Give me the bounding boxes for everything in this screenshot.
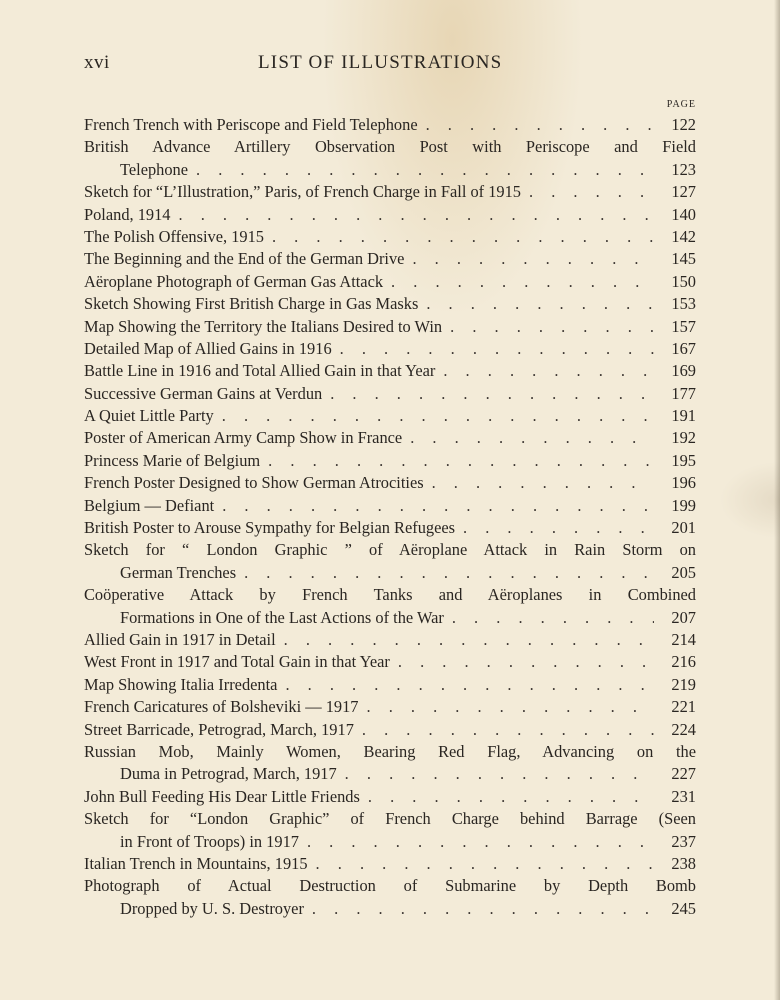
- page-number: 231: [671, 786, 696, 806]
- entry-line: [84, 383, 696, 405]
- dot-leader: [236, 562, 654, 584]
- list-item: [84, 696, 696, 718]
- dot-leader: [322, 383, 654, 405]
- entry-line: [84, 719, 696, 741]
- illustration-title: Detailed Map of Allied Gains in 1916: [84, 338, 332, 358]
- illustration-title: Map Showing the Territory the Italians Desired to Win: [84, 316, 443, 336]
- entry-line: [84, 808, 696, 830]
- page-number: 122: [671, 115, 696, 134]
- dot-leader: [171, 204, 654, 226]
- list-item: [84, 248, 696, 270]
- illustration-title: Dropped by U. S. Destroyer: [120, 898, 304, 918]
- page-number: 245: [671, 898, 696, 918]
- illustration-title: Successive German Gains at Verdun: [84, 383, 323, 403]
- entry-line: [84, 674, 696, 696]
- page-number: 167: [671, 338, 696, 358]
- page-number: 196: [671, 473, 696, 493]
- dot-leader: [337, 763, 654, 785]
- illustration-title: French Caricatures of Bolsheviki — 1917: [84, 697, 359, 717]
- illustration-title: French Poster Designed to Show German Atrocities: [84, 473, 424, 493]
- page-number: 219: [671, 674, 696, 694]
- dot-leader: [383, 271, 654, 293]
- page-number: 227: [671, 764, 696, 784]
- dot-leader: [214, 495, 654, 517]
- dot-leader: [308, 853, 654, 875]
- dot-leader: [404, 248, 654, 270]
- list-item: [84, 651, 696, 673]
- list-item: [84, 786, 696, 808]
- dot-leader: [359, 696, 655, 718]
- dot-leader: [188, 159, 654, 181]
- illustration-title: Telephone: [120, 159, 189, 179]
- illustrations-list: [84, 114, 696, 920]
- list-item: [84, 472, 696, 494]
- dot-leader: [304, 898, 654, 920]
- page-number: 142: [671, 226, 696, 246]
- entry-line: [84, 248, 696, 270]
- illustration-title: Sketch for “London Graphic” of French Charge behind Barrage (Seen: [84, 809, 696, 829]
- illustration-title: in Front of Troops) in 1917: [120, 831, 299, 851]
- illustration-title: Belgium — Defiant: [84, 495, 215, 515]
- list-item: [84, 741, 696, 786]
- list-item: [84, 383, 696, 405]
- dot-leader: [299, 831, 654, 853]
- illustration-title: German Trenches: [120, 562, 237, 582]
- page-number: 140: [671, 204, 696, 224]
- page-edge-shadow: [774, 0, 780, 1000]
- entry-line: [84, 875, 696, 897]
- entry-line: [84, 338, 696, 360]
- illustration-title: Princess Marie of Belgium: [84, 450, 261, 470]
- illustration-title: West Front in 1917 and Total Gain in that Year: [84, 652, 390, 672]
- dot-leader: [521, 181, 654, 203]
- entry-line: [84, 450, 696, 472]
- dot-leader: [455, 517, 654, 539]
- page-number: 157: [671, 316, 696, 336]
- entry-line: [84, 763, 696, 785]
- page-column-label: PAGE: [666, 99, 696, 110]
- list-item: [84, 875, 696, 920]
- list-item: [84, 405, 696, 427]
- entry-line: [84, 898, 696, 920]
- list-item: [84, 853, 696, 875]
- entry-line: [84, 271, 696, 293]
- page-number: 238: [671, 853, 696, 873]
- illustration-title: The Polish Offensive, 1915: [84, 226, 264, 246]
- page-number: 169: [671, 361, 696, 381]
- dot-leader: [402, 427, 654, 449]
- page-number: 192: [671, 428, 696, 448]
- list-item: [84, 674, 696, 696]
- list-item: [84, 517, 696, 539]
- list-item: [84, 271, 696, 293]
- page-number: 221: [671, 697, 696, 717]
- list-item: [84, 114, 696, 136]
- page-number: 216: [671, 652, 696, 672]
- entry-line: [84, 472, 696, 494]
- dot-leader: [260, 450, 654, 472]
- dot-leader: [332, 338, 654, 360]
- illustration-title: Poster of American Army Camp Show in France: [84, 428, 403, 448]
- illustration-title: Duma in Petrograd, March, 1917: [120, 764, 337, 784]
- illustration-title: Italian Trench in Mountains, 1915: [84, 853, 308, 873]
- list-item: [84, 181, 696, 203]
- list-item: [84, 539, 696, 584]
- entry-line: [84, 316, 696, 338]
- dot-leader: [418, 114, 654, 136]
- page-number: 195: [671, 450, 696, 470]
- list-item: [84, 204, 696, 226]
- list-item: [84, 450, 696, 472]
- page-number: 153: [671, 294, 696, 314]
- entry-line: [84, 607, 696, 629]
- dot-leader: [418, 293, 654, 315]
- entry-line: [84, 159, 696, 181]
- entry-line: [84, 427, 696, 449]
- entry-line: [84, 181, 696, 203]
- list-item: [84, 136, 696, 181]
- folio-number: xvi: [84, 52, 110, 73]
- entry-line: [84, 741, 696, 763]
- illustration-title: French Trench with Periscope and Field Telephone: [84, 115, 418, 134]
- page-number: 127: [671, 182, 696, 202]
- list-item: [84, 360, 696, 382]
- running-head: [84, 52, 674, 76]
- dot-leader: [442, 316, 654, 338]
- page-number: 191: [671, 406, 696, 426]
- illustration-title: John Bull Feeding His Dear Little Friends: [84, 786, 360, 806]
- illustration-title: Russian Mob, Mainly Women, Bearing Red Flag, Advancing on the: [84, 741, 696, 761]
- entry-line: [84, 584, 696, 606]
- entry-line: [84, 629, 696, 651]
- page-title: LIST OF ILLUSTRATIONS: [258, 52, 503, 73]
- entry-line: [84, 136, 696, 158]
- illustration-title: Sketch for “L’Illustration,” Paris, of French Charge in Fall of 1915: [84, 182, 521, 202]
- illustration-title: Map Showing Italia Irredenta: [84, 674, 278, 694]
- illustration-title: Coöperative Attack by French Tanks and Aëroplanes in Combined: [84, 585, 696, 605]
- list-item: [84, 338, 696, 360]
- entry-line: [84, 562, 696, 584]
- list-item: [84, 495, 696, 517]
- dot-leader: [277, 674, 654, 696]
- list-item: [84, 293, 696, 315]
- page-number: 145: [671, 249, 696, 269]
- page-number: 150: [671, 271, 696, 291]
- illustration-title: British Poster to Arouse Sympathy for Belgian Refugees: [84, 518, 456, 538]
- page-number: 205: [671, 562, 696, 582]
- dot-leader: [276, 629, 654, 651]
- dot-leader: [444, 607, 654, 629]
- illustration-title: Photograph of Actual Destruction of Submarine by Depth Bomb: [84, 876, 696, 896]
- dot-leader: [435, 360, 654, 382]
- entry-line: [84, 293, 696, 315]
- entry-line: [84, 226, 696, 248]
- illustration-title: Battle Line in 1916 and Total Allied Gain in that Year: [84, 361, 436, 381]
- dot-leader: [424, 472, 654, 494]
- dot-leader: [390, 651, 654, 673]
- dot-leader: [354, 719, 654, 741]
- list-item: [84, 719, 696, 741]
- list-item: [84, 427, 696, 449]
- entry-line: [84, 405, 696, 427]
- illustration-title: Sketch for “ London Graphic ” of Aëroplane Attack in Rain Storm on: [84, 540, 696, 560]
- entry-line: [84, 204, 696, 226]
- entry-line: [84, 786, 696, 808]
- page-number: 207: [671, 607, 696, 627]
- illustration-title: Street Barricade, Petrograd, March, 1917: [84, 719, 354, 739]
- entry-line: [84, 853, 696, 875]
- entry-line: [84, 831, 696, 853]
- illustration-title: The Beginning and the End of the German Drive: [84, 249, 405, 269]
- dot-leader: [360, 786, 654, 808]
- page-number: 123: [671, 159, 696, 179]
- list-item: [84, 584, 696, 629]
- entry-line: [84, 651, 696, 673]
- entry-line: [84, 495, 696, 517]
- entry-line: [84, 114, 696, 136]
- illustration-title: British Advance Artillery Observation Post with Periscope and Field: [84, 137, 696, 157]
- list-item: [84, 629, 696, 651]
- page-number: 224: [671, 719, 696, 739]
- list-item: [84, 316, 696, 338]
- page-number: 177: [671, 383, 696, 403]
- illustration-title: Aëroplane Photograph of German Gas Attack: [84, 271, 384, 291]
- illustration-title: A Quiet Little Party: [84, 406, 214, 426]
- illustration-title: Sketch Showing First British Charge in Gas Masks: [84, 294, 419, 314]
- entry-line: [84, 539, 696, 561]
- illustration-title: Poland, 1914: [84, 204, 171, 224]
- illustration-title: Allied Gain in 1917 in Detail: [84, 629, 276, 649]
- illustration-title: Formations in One of the Last Actions of the War: [120, 607, 444, 627]
- list-item: [84, 226, 696, 248]
- dot-leader: [264, 226, 654, 248]
- list-item: [84, 808, 696, 853]
- page-number: 201: [671, 518, 696, 538]
- page-number: 237: [671, 831, 696, 851]
- entry-line: [84, 696, 696, 718]
- entry-line: [84, 517, 696, 539]
- page-number: 214: [671, 629, 696, 649]
- dot-leader: [214, 405, 654, 427]
- entry-line: [84, 360, 696, 382]
- page-number: 199: [671, 495, 696, 515]
